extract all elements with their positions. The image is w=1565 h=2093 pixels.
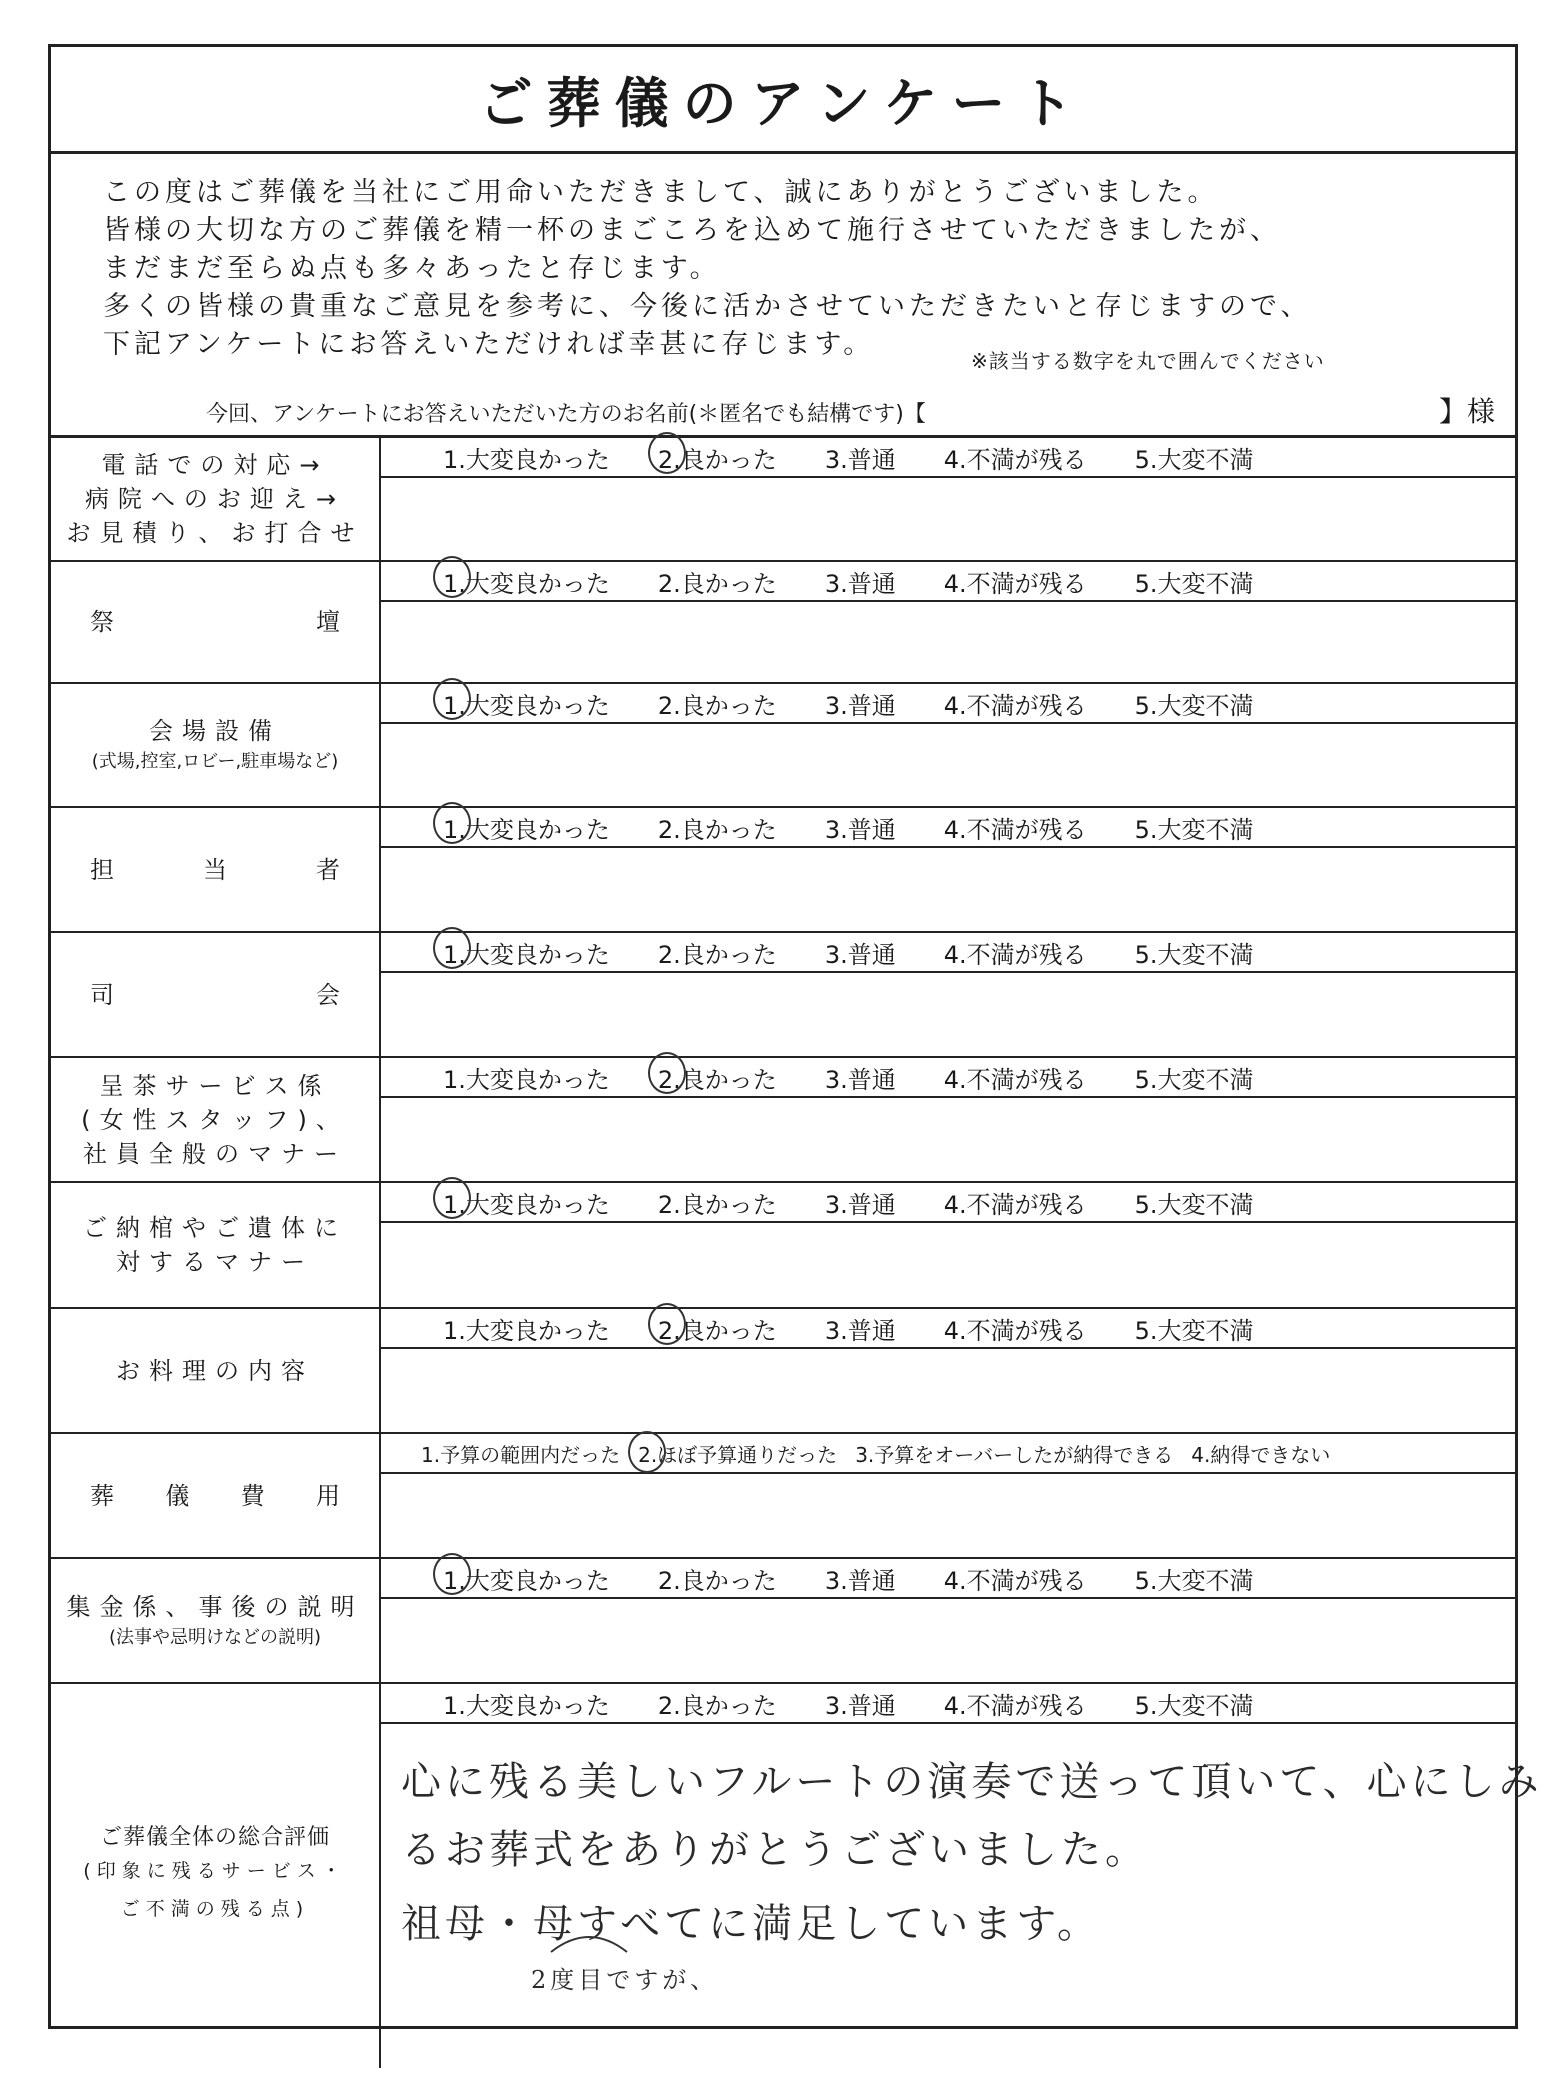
- handwritten-line: るお葬式をありがとうございました。: [401, 1827, 1149, 1873]
- rating-option[interactable]: 2.良かった: [657, 691, 777, 720]
- question-label: [51, 562, 381, 682]
- question-row: [51, 933, 1515, 1058]
- comment-field[interactable]: [381, 973, 1515, 1056]
- question-label-char: 者: [316, 855, 340, 884]
- question-label-line: 病院へのお迎え→: [84, 485, 346, 513]
- question-label-char: 費: [240, 1481, 265, 1510]
- question-label-line: 対するマナー: [116, 1248, 314, 1276]
- question-row: [51, 562, 1515, 684]
- rating-option[interactable]: 4.不満が残る: [943, 1065, 1087, 1094]
- rating-options: [381, 1684, 1515, 1724]
- rating-option[interactable]: 3.普通: [824, 691, 896, 720]
- overall-label-line: ご不満の残る点): [120, 1898, 310, 1920]
- rating-option[interactable]: 4.不満が残る: [943, 569, 1087, 598]
- question-answer-area: [381, 1183, 1515, 1307]
- intro-line: 下記アンケートにお答えいただければ幸甚に存じます。: [103, 329, 875, 360]
- question-label-line: 呈茶サービス係: [99, 1071, 331, 1100]
- respondent-name-line: [206, 390, 1495, 430]
- question-label-line: お料理の内容: [116, 1356, 314, 1385]
- question-row: [51, 1058, 1515, 1183]
- comment-field[interactable]: [381, 848, 1515, 931]
- overall-label-line: ご葬儀全体の総合評価: [99, 1825, 330, 1850]
- rating-option[interactable]: 3.普通: [824, 1316, 896, 1345]
- rating-option[interactable]: 5.大変不満: [1134, 1190, 1254, 1219]
- question-answer-area: [381, 1058, 1515, 1181]
- question-label-line: 電話での対応→: [101, 451, 329, 479]
- rating-option[interactable]: 2.良かった: [657, 1566, 777, 1595]
- question-label: [51, 808, 381, 931]
- handwritten-line: 心に残る美しいフルートの演奏で送って頂いて、心にしみ: [401, 1759, 1543, 1805]
- rating-option[interactable]: 5.大変不満: [1134, 940, 1254, 969]
- handwritten-insert: 2度目ですが、: [531, 1966, 719, 1994]
- question-label-line: (女性スタッフ)、: [81, 1105, 349, 1134]
- rating-option[interactable]: 3.普通: [824, 815, 896, 844]
- rating-option[interactable]: 5.大変不満: [1134, 1316, 1254, 1345]
- question-row: [51, 1434, 1515, 1559]
- question-label-line: [90, 605, 340, 639]
- question-label-line: 社員全般のマナー: [83, 1139, 347, 1168]
- question-table: [51, 438, 1543, 2068]
- rating-option[interactable]: 2.良かった: [657, 815, 777, 844]
- comment-field[interactable]: [381, 1474, 1515, 1557]
- question-label-line: ご納棺やご遺体に: [83, 1214, 347, 1242]
- rating-option[interactable]: 1.大変良かった: [443, 1316, 610, 1345]
- question-label: [51, 684, 381, 806]
- question-answer-area: [381, 808, 1515, 931]
- rating-option[interactable]: 3.普通: [824, 445, 896, 474]
- question-label-line: お見積り、お打合せ: [66, 519, 364, 547]
- question-answer-area: [381, 1559, 1515, 1682]
- question-label-line: (法事や忌明けなどの説明): [108, 1626, 322, 1648]
- rating-option[interactable]: 4.不満が残る: [943, 940, 1087, 969]
- question-label: [51, 1058, 381, 1181]
- overall-answer-area: [381, 1684, 1543, 2068]
- rating-options: [381, 1058, 1515, 1098]
- question-row: [51, 1559, 1515, 1684]
- rating-option[interactable]: 4.不満が残る: [943, 1316, 1087, 1345]
- question-label: [51, 1309, 381, 1432]
- rating-options: [381, 1559, 1515, 1599]
- overall-label: [51, 1684, 381, 2068]
- rating-option[interactable]: 4.不満が残る: [943, 1691, 1087, 1720]
- rating-option-selected[interactable]: 2.良かった: [658, 1311, 777, 1346]
- question-label: [51, 1434, 381, 1557]
- rating-option[interactable]: 3.予算をオーバーしたが納得できる: [855, 1442, 1174, 1467]
- question-label-char: 壇: [316, 608, 340, 636]
- rating-option[interactable]: 4.不満が残る: [943, 1190, 1087, 1219]
- rating-option[interactable]: 3.普通: [824, 1566, 896, 1595]
- rating-options: [381, 438, 1515, 478]
- rating-option[interactable]: 1.大変良かった: [443, 1691, 610, 1720]
- question-label-char: 司: [90, 980, 114, 1009]
- rating-options: [381, 684, 1515, 724]
- rating-option[interactable]: 5.大変不満: [1134, 691, 1254, 720]
- rating-option-selected[interactable]: 2.良かった: [658, 1060, 777, 1095]
- overall-row: [51, 1684, 1543, 2068]
- overall-label-line: (印象に残るサービス・: [83, 1860, 347, 1882]
- question-label-line: [90, 1479, 340, 1513]
- survey-sheet: [48, 44, 1543, 2029]
- question-label: [51, 1559, 381, 1682]
- name-suffix: 】様: [1438, 395, 1495, 428]
- rating-option-selected[interactable]: 2.ほぼ予算通りだった: [638, 1439, 837, 1468]
- rating-option[interactable]: 3.普通: [824, 1691, 896, 1720]
- rating-option[interactable]: 3.普通: [824, 940, 896, 969]
- comment-field[interactable]: [381, 1098, 1515, 1181]
- rating-option-selected[interactable]: 1.大変良かった: [443, 810, 610, 845]
- intro-line: 皆様の大切な方のご葬儀を精一杯のまごころを込めて施行させていただきましたが、: [103, 215, 1281, 246]
- question-label-line: (式場,控室,ロビー,駐車場など): [91, 751, 339, 772]
- question-label-char: 会: [316, 980, 340, 1009]
- comment-field[interactable]: [381, 602, 1515, 682]
- intro-text: [103, 174, 1311, 364]
- intro-line: 多くの皆様の貴重なご意見を参考に、今後に活かさせていただきたいと存じますので、: [103, 291, 1312, 322]
- rating-option[interactable]: 5.大変不満: [1134, 1691, 1254, 1720]
- rating-option[interactable]: 5.大変不満: [1134, 445, 1254, 474]
- rating-option-selected[interactable]: 1.大変良かった: [443, 564, 610, 599]
- page-title: ご葬儀のアンケート: [51, 47, 1515, 154]
- question-label-char: 儀: [165, 1481, 190, 1510]
- rating-option[interactable]: 4.不満が残る: [943, 691, 1087, 720]
- rating-option[interactable]: 3.普通: [824, 1065, 896, 1094]
- rating-option[interactable]: 4.納得できない: [1191, 1442, 1331, 1467]
- handwritten-comment[interactable]: [381, 1724, 1543, 2068]
- name-prompt: 今回、アンケートにお答えいただいた方のお名前(＊匿名でも結構です)【: [206, 402, 926, 427]
- question-label-char: 当: [203, 855, 227, 884]
- instruction-note: ※該当する数字を丸で囲んでください: [971, 349, 1325, 373]
- question-label-line: [90, 978, 340, 1012]
- rating-option[interactable]: 3.普通: [824, 1190, 896, 1219]
- rating-option[interactable]: 4.不満が残る: [943, 445, 1087, 474]
- comment-field[interactable]: [381, 1223, 1515, 1307]
- rating-option[interactable]: 5.大変不満: [1134, 815, 1254, 844]
- rating-option[interactable]: 2.良かった: [657, 1190, 777, 1219]
- rating-option-selected[interactable]: 1.大変良かった: [443, 1185, 610, 1220]
- rating-option[interactable]: 2.良かった: [657, 940, 777, 969]
- rating-option[interactable]: 5.大変不満: [1134, 1566, 1254, 1595]
- question-label-line: 集金係、事後の説明: [66, 1592, 364, 1621]
- rating-option-selected[interactable]: 1.大変良かった: [443, 1561, 610, 1596]
- rating-option[interactable]: 2.良かった: [657, 569, 777, 598]
- question-answer-area: [381, 562, 1515, 682]
- handwritten-line: 祖母・母すべてに満足しています。: [401, 1901, 1101, 1947]
- question-label-char: 用: [315, 1481, 340, 1510]
- question-label: [51, 1183, 381, 1307]
- rating-options: [381, 1309, 1515, 1349]
- question-answer-area: [381, 933, 1515, 1056]
- question-label-line: [90, 853, 340, 887]
- rating-option[interactable]: 5.大変不満: [1134, 569, 1254, 598]
- question-label-char: 担: [90, 855, 114, 884]
- intro-line: まだまだ至らぬ点も多々あったと存じます。: [103, 253, 721, 284]
- question-answer-area: [381, 684, 1515, 806]
- rating-option-selected[interactable]: 1.大変良かった: [443, 935, 610, 970]
- rating-options: [381, 808, 1515, 848]
- question-label-line: 会場設備: [149, 717, 281, 745]
- comment-field[interactable]: [381, 1349, 1515, 1432]
- question-row: [51, 1183, 1515, 1309]
- question-answer-area: [381, 438, 1515, 560]
- rating-option[interactable]: 4.不満が残る: [943, 815, 1087, 844]
- question-row: [51, 684, 1515, 808]
- rating-options: [381, 562, 1515, 602]
- rating-option[interactable]: 4.不満が残る: [943, 1566, 1087, 1595]
- question-label-char: 葬: [90, 1481, 114, 1510]
- question-label-char: 祭: [90, 608, 114, 636]
- question-answer-area: [381, 1434, 1515, 1557]
- comment-field[interactable]: [381, 724, 1515, 806]
- comment-field[interactable]: [381, 1599, 1515, 1682]
- question-label: [51, 933, 381, 1056]
- question-label: [51, 438, 381, 560]
- rating-option[interactable]: 1.大変良かった: [443, 445, 610, 474]
- intro-section: [51, 154, 1515, 438]
- question-row: [51, 1309, 1515, 1434]
- rating-option[interactable]: 5.大変不満: [1134, 1065, 1254, 1094]
- question-row: [51, 438, 1515, 562]
- comment-field[interactable]: [381, 478, 1515, 560]
- rating-option-selected[interactable]: 1.大変良かった: [443, 686, 610, 721]
- rating-options: [381, 1183, 1515, 1223]
- rating-option[interactable]: 2.良かった: [657, 1691, 777, 1720]
- question-row: [51, 808, 1515, 933]
- rating-options: [381, 1434, 1515, 1474]
- intro-line: この度はご葬儀を当社にご用命いただきまして、誠にありがとうございました。: [103, 177, 1219, 208]
- rating-options: [381, 933, 1515, 973]
- rating-option-selected[interactable]: 2.良かった: [658, 440, 777, 475]
- rating-option[interactable]: 3.普通: [824, 569, 896, 598]
- rating-option[interactable]: 1.大変良かった: [443, 1065, 610, 1094]
- insertion-caret-icon: [549, 1928, 629, 1954]
- rating-option[interactable]: 1.予算の範囲内だった: [421, 1442, 621, 1467]
- question-answer-area: [381, 1309, 1515, 1432]
